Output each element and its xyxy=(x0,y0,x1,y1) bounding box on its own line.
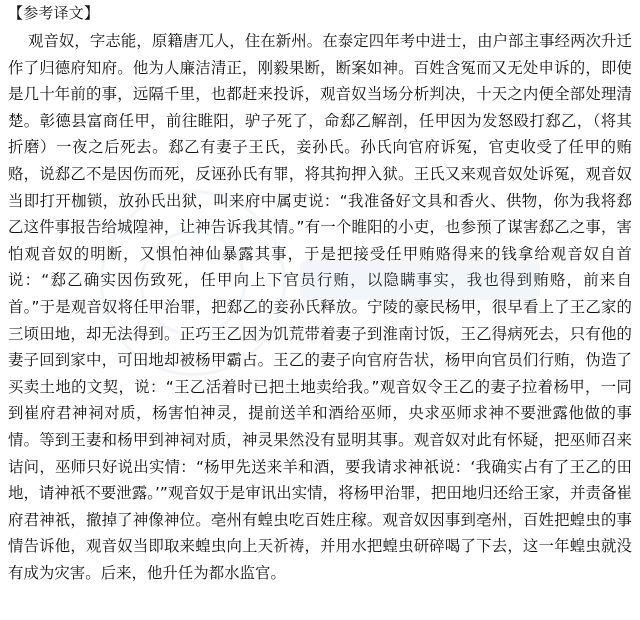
translation-paragraph: 观音奴，字志能，原籍唐兀人，住在新州。在泰定四年考中进士，由户部主事经两次升迁作了归德府知府。他为人廉洁清正，刚毅果断，断案如神。百姓含冤而又无处申诉的，即使是几十年前的事，远隔千里，也都赶来投诉，观音奴当场分析判决，十天之内便全部处理清楚。彰德县富商任甲，前往睢阳，驴子死了，命郄乙解剖，任甲因为发怒殴打郄乙，（将其折磨）一夜之后死去。郄乙有妻子王氏，妾孙氏。孙氏向官府诉冤，官吏收受了任甲的贿赂，说郄乙不是因伤而死，反诬孙氏有罪，将其拘押入狱。王氏又来观音奴处诉冤，观音奴当即打开枷锁，放孙氏出狱，叫来府中属吏说：“我准备好文具和香火、供物，你为我将郄乙这件事报告给城隍神，让神告诉我其情。”有一个睢阳的小吏，也参预了谋害郄乙之事，害怕观音奴的明断，又惧怕神仙暴露其事，于是把接受任甲贿赂得来的钱拿给观音奴自首说：“郄乙确实因伤致死，任甲向上下官员行贿，以隐瞒事实，我也得到贿赂，前来自首。”于是观音奴将任甲治罪，把郄乙的妾孙氏释放。宁陵的豪民杨甲，很早看上了王乙家的三顷田地，却无法得到。正巧王乙因为饥荒带着妻子到淮南讨饭，王乙得病死去，只有他的妻子回到家中，可田地却被杨甲霸占。王乙的妻子向官府告状，杨甲向官员们行贿，伪造了买卖土地的文契，说：“王乙活着时已把土地卖给我。”观音奴令王乙的妻子拉着杨甲，一同到崔府君神祠对质，杨害怕神灵，提前送羊和酒给巫师，央求巫师求神不要泄露他做的事情。等到王妻和杨甲到神祠对质，神灵果然没有显明其事。观音奴对此有怀疑，把巫师召来诘问，巫师只好说出实情：“杨甲先送来羊和酒，要我请求神祇说：‘我确实占有了王乙的田地，请神祇不要泄露。’”观音奴于是审讯出实情，将杨甲治罪，把田地归还给王家，并责备崔府君神祇，撤掉了神像神位。亳州有蝗虫吃百姓庄稼。观音奴因事到亳州，百姓把蝗虫的事情告诉他，观音奴当即取来蝗虫向上天祈祷，并用水把蝗虫研碎喝了下去，这一年蝗虫就没有成为灾害。后来，他升任为都水监官。 xyxy=(8,32,632,582)
section-heading: 【参考译文】 xyxy=(8,4,100,22)
